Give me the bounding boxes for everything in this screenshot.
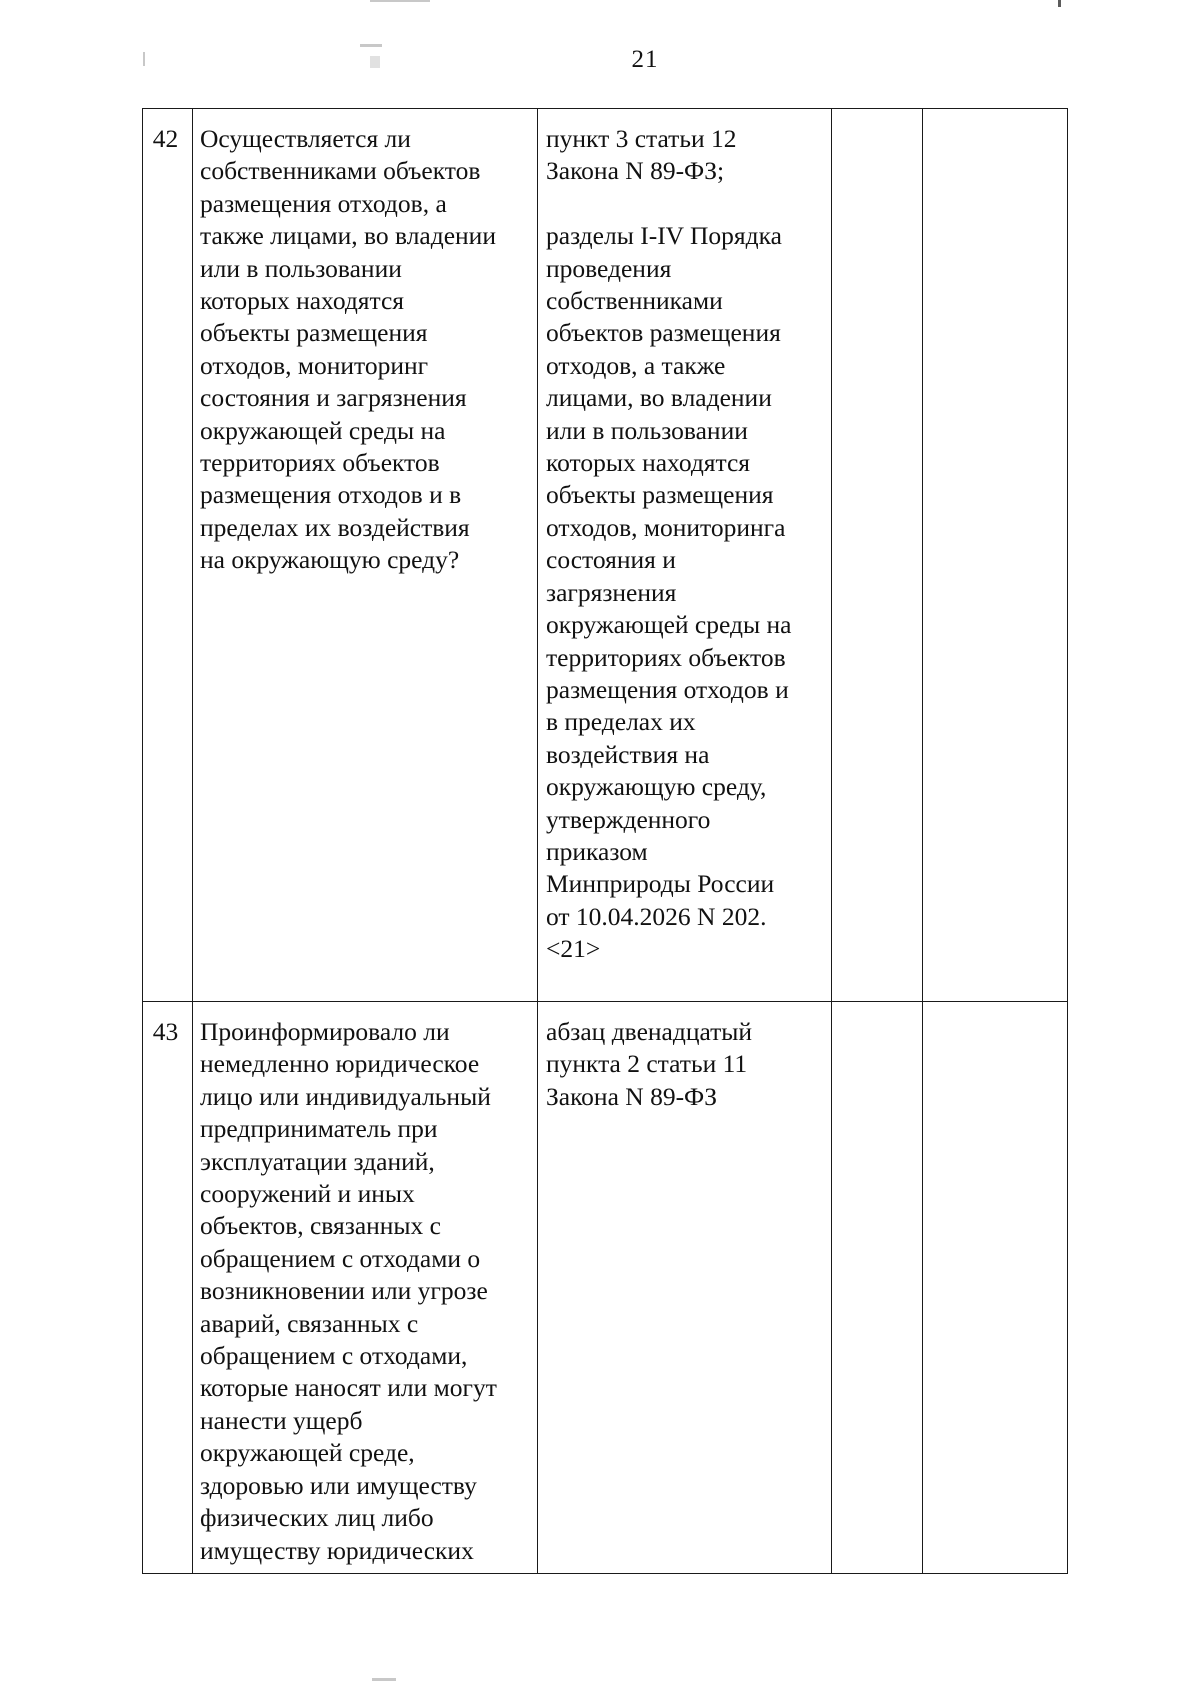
row-number-cell [143,1002,193,1574]
row-number-cell [143,109,193,1002]
scan-speck [360,44,382,47]
answer-no-cell [923,109,1068,1002]
checklist-table [142,108,1068,1574]
page-number: 21 [631,46,659,73]
answer-yes-cell [832,109,923,1002]
scan-speck [143,52,145,66]
scan-speck [372,1678,396,1681]
answer-yes-cell [832,1002,923,1574]
row-number: 42 [152,124,179,153]
legal-reference-cell [538,109,832,1002]
legal-reference-text: пункт 3 статьи 12 Закона N 89-ФЗ; разделы I-IV Порядка проведения собственниками объектов размещения отходов, а также лицами, во владении или в пользовании которых находятся объекты размещения отходов, мониторинга состояния и загрязнения окружающей среды на территориях объектов размещения отходов и в пределах их воздействия на окружающую среду, утвержденного приказом Минприроды России от 10.04.2026 N 202. <21> [546,124,792,964]
question-cell [193,1002,538,1574]
legal-reference-cell [538,1002,832,1574]
scan-speck [370,56,380,68]
scan-speck [1058,0,1061,7]
scan-speck [370,0,430,2]
answer-no-cell [923,1002,1068,1574]
question-text: Осуществляется ли собственниками объектов размещения отходов, а также лицами, во владении или в пользовании которых находятся объекты размещения отходов, мониторинг состояния и загрязнения окружающей среды на территориях объектов размещения отходов и в пределах их воздействия на окружающую среду? [200,124,496,575]
question-text: Проинформировало ли немедленно юридическое лицо или индивидуальный предприниматель при эксплуатации зданий, сооружений и иных объектов, связанных с обращением с отходами о возникновении или угрозе аварий, связанных с обращением с отходами, которые наносят или могут нанести ущерб окружающей среде, здоровью или имуществу физических лиц либо имуществу юридических [200,1017,497,1565]
table-row [143,1002,1068,1574]
row-number: 43 [152,1017,179,1046]
question-cell [193,109,538,1002]
table-row [143,109,1068,1002]
legal-reference-text: абзац двенадцатый пункта 2 статьи 11 Закона N 89-ФЗ [546,1017,753,1111]
